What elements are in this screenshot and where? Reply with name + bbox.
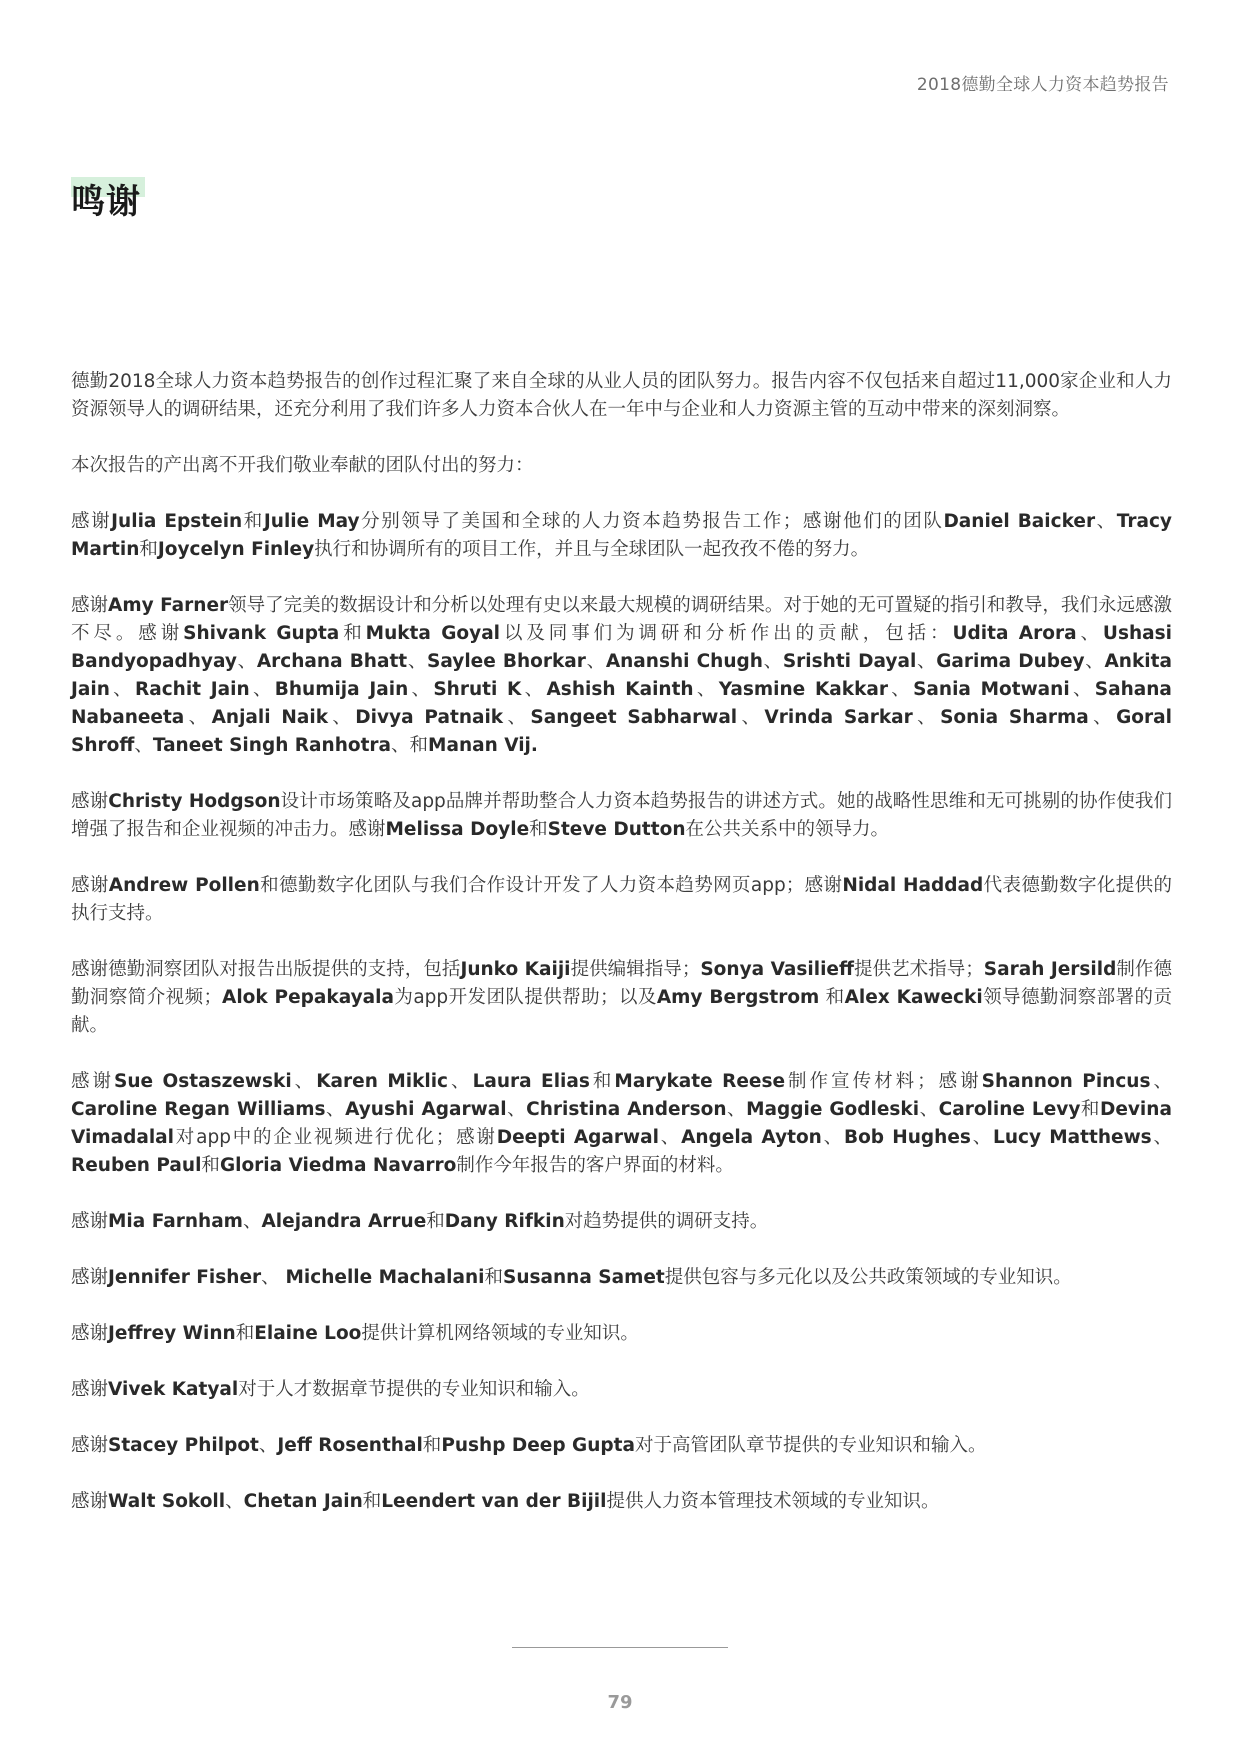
acknowledged-name: Devina Vimadalal (71, 1099, 1172, 1148)
acknowledged-name: Shannon Pincus (981, 1071, 1151, 1092)
text-run: 、 (916, 651, 937, 672)
text-run: 、 (184, 707, 212, 728)
acknowledged-name: Nidal Haddad (842, 875, 984, 896)
text-run: 、 (109, 679, 135, 700)
text-run: 、 (407, 651, 428, 672)
text-run: 、 (1076, 623, 1103, 644)
paragraph-research-support (71, 1208, 1172, 1236)
acknowledged-name: Shivank Gupta (183, 623, 340, 644)
text-run: 对趋势提供的调研支持。 (564, 1211, 769, 1232)
acknowledged-name: Bhumija Jain (274, 679, 409, 700)
acknowledged-name: Ushasi Bandyopadhyay (71, 623, 1172, 672)
acknowledged-name: Stacey Philpot (108, 1435, 259, 1456)
acknowledged-name: Vrinda Sarkar (764, 707, 913, 728)
acknowledged-name: Caroline Regan Williams (71, 1099, 326, 1120)
text-run: 、 (291, 1071, 317, 1092)
acknowledged-name: Deepti Agarwal (496, 1127, 659, 1148)
acknowledged-name: Ananshi Chugh (605, 651, 763, 672)
text-run: 和 (426, 1211, 445, 1232)
paragraph-team-effort (71, 452, 1172, 480)
acknowledged-name: Steve Dutton (547, 819, 686, 840)
text-run: 、 (1150, 1071, 1173, 1092)
text-run: 分别领导了美国和全球的人力资本趋势报告工作；感谢他们的团队 (359, 511, 944, 532)
text-run: 、 (726, 1099, 747, 1120)
acknowledged-name: Mia Farnham (108, 1211, 243, 1232)
text-run: 感谢 (71, 1071, 115, 1092)
text-run: 设计市场策略及app品牌并帮助整合人力资本趋势报告的讲述方式。她的战略性思维和无可挑剔的协作使我们增强了报告和企业视频的冲击力。感谢 (71, 791, 1172, 840)
acknowledged-name: Gloria Viedma Navarro (219, 1155, 457, 1176)
acknowledged-name: Tracy Martin (71, 511, 1172, 560)
page-title: 鸣谢 (71, 182, 141, 222)
text-run: 和 (819, 987, 845, 1008)
text-run: 对app中的企业视频进行优化；感谢 (174, 1127, 497, 1148)
text-run: 以及同事们为调研和分析作出的贡献，包括： (500, 623, 953, 644)
text-run: 、 (506, 1099, 527, 1120)
text-run: 感谢 (71, 791, 109, 812)
text-run: 和 (201, 1155, 220, 1176)
paragraph-leadership (71, 508, 1172, 564)
acknowledged-name: Ankita Jain (71, 651, 1172, 700)
text-run: 和 (529, 819, 548, 840)
text-run: 感谢德勤洞察团队对报告出版提供的支持，包括 (71, 959, 461, 980)
acknowledged-name: Jeff Rosenthal (277, 1435, 423, 1456)
text-run: 感谢 (71, 1491, 109, 1512)
text-run: 、 (912, 707, 941, 728)
acknowledged-name: Taneet Singh Ranhotra (152, 735, 392, 756)
acknowledged-name: Sonia Sharma (940, 707, 1089, 728)
acknowledged-name: Ayushi Agarwal (345, 1099, 507, 1120)
text-run: 、 (261, 1267, 286, 1288)
acknowledged-name: Susanna Samet (503, 1267, 665, 1288)
text-run: 和 (362, 1491, 382, 1512)
acknowledged-name: Julie May (263, 511, 360, 532)
acknowledged-name: Andrew Pollen (108, 875, 260, 896)
page-title-block (71, 177, 141, 227)
text-run: 感谢 (71, 1211, 109, 1232)
acknowledged-name: Vivek Katyal (108, 1379, 239, 1400)
acknowledged-name: Michelle Machalani (285, 1267, 485, 1288)
acknowledged-name: Christy Hodgson (108, 791, 281, 812)
acknowledged-name: Goral Shroff (71, 707, 1172, 756)
text-run: 执行和协调所有的项目工作，并且与全球团队一起孜孜不倦的努力。 (314, 539, 870, 560)
acknowledged-name: Pushp Deep Gupta (441, 1435, 635, 1456)
acknowledged-name: Sue Ostaszewski (114, 1071, 292, 1092)
acknowledged-name: Archana Bhatt (256, 651, 408, 672)
acknowledged-name: Christina Anderson (526, 1099, 727, 1120)
acknowledged-name: Anjali Naik (211, 707, 329, 728)
acknowledged-name: Melissa Doyle (385, 819, 530, 840)
text-run: 、 (328, 707, 356, 728)
paragraph-people-data (71, 1376, 1172, 1404)
acknowledged-name: Marykate Reese (614, 1071, 786, 1092)
text-run: 感谢 (71, 1267, 109, 1288)
acknowledged-name: Lucy Matthews (993, 1127, 1152, 1148)
text-run: 感谢 (71, 595, 109, 616)
text-run: 感谢 (71, 511, 112, 532)
acknowledged-name: Amy Farner (108, 595, 229, 616)
text-run: 和 (589, 1071, 615, 1092)
text-run: 、 (249, 679, 275, 700)
text-run: 和 (484, 1267, 503, 1288)
acknowledged-name: Mukta Goyal (365, 623, 501, 644)
acknowledged-name: Ashish Kainth (546, 679, 694, 700)
text-run: 制作今年报告的客户界面的材料。 (456, 1155, 734, 1176)
acknowledged-name: Bob Hughes (843, 1127, 971, 1148)
text-run: 对于人才数据章节提供的专业知识和输入。 (238, 1379, 590, 1400)
acknowledged-name: Walt Sokoll (108, 1491, 226, 1512)
text-run: 感谢 (71, 875, 109, 896)
paragraph-networking (71, 1320, 1172, 1348)
text-run: 本次报告的产出离不开我们敬业奉献的团队付出的努力： (71, 455, 534, 476)
text-run: 提供艺术指导； (853, 959, 984, 980)
acknowledged-name: Caroline Levy (938, 1099, 1081, 1120)
text-run: 、 (134, 735, 153, 756)
paragraph-intro (71, 368, 1172, 424)
acknowledged-name: Reuben Paul (71, 1155, 202, 1176)
text-run: 、 (236, 651, 257, 672)
text-run: 、 (919, 1099, 939, 1120)
text-run: 感谢 (71, 1379, 109, 1400)
text-run: 代表德勤数字化提供的执行支持。 (71, 875, 1172, 924)
acknowledged-name: Sarah Jersild (983, 959, 1117, 980)
acknowledged-name: Alok Pepakayala (222, 987, 394, 1008)
acknowledged-name: Garima Dubey (936, 651, 1085, 672)
text-run: 、 (1088, 707, 1117, 728)
report-header-title: 2018德勤全球人力资本趋势报告 (916, 75, 1169, 95)
text-run: 在公共关系中的领导力。 (685, 819, 890, 840)
acknowledged-name: Saylee Bhorkar (427, 651, 586, 672)
text-run: 、 (693, 679, 719, 700)
text-run: 、 (521, 679, 547, 700)
paragraph-insights-publishing (71, 956, 1172, 1040)
text-run: 、 (1084, 651, 1105, 672)
acknowledged-name: Rachit Jain (134, 679, 250, 700)
text-run: 和 (1080, 1099, 1100, 1120)
text-run: 领导德勤洞察部署的贡献。 (71, 987, 1172, 1036)
paragraph-data-analysis (71, 592, 1172, 760)
acknowledged-name: Sangeet Sabharwal (530, 707, 738, 728)
text-run: 感谢 (71, 1435, 109, 1456)
text-run: 、 (762, 651, 783, 672)
text-run: 和 (242, 511, 264, 532)
text-run: 、 (585, 651, 606, 672)
text-run: 、 (242, 1211, 262, 1232)
acknowledged-name: Angela Ayton (681, 1127, 822, 1148)
acknowledged-name: Alex Kawecki (844, 987, 983, 1008)
text-run: 提供编辑指导； (570, 959, 701, 980)
paragraph-digital-app (71, 872, 1172, 928)
text-run: 、 (1151, 1127, 1172, 1148)
text-run: 、 (325, 1099, 346, 1120)
text-run: 和 (339, 623, 366, 644)
text-run: 、 (258, 1435, 278, 1456)
acknowledged-name: Alejandra Arrue (261, 1211, 427, 1232)
text-run: 领导了完美的数据设计和分析以处理有史以来最大规模的调研结果。对于她的无可置疑的指引和教导，我们永远感激不尽。感谢 (71, 595, 1172, 644)
paragraph-hcm-technology (71, 1488, 1172, 1516)
acknowledged-name: Julia Epstein (111, 511, 243, 532)
text-run: 、 (408, 679, 434, 700)
acknowledged-name: Jennifer Fisher (108, 1267, 262, 1288)
page-number: 79 (607, 1692, 633, 1713)
paragraph-executive-team (71, 1432, 1172, 1460)
acknowledged-name: Shruti K (433, 679, 522, 700)
acknowledged-name: Elaine Loo (254, 1323, 362, 1344)
text-run: 、 (888, 679, 914, 700)
acknowledged-name: Sania Motwani (913, 679, 1070, 700)
text-run: 德勤2018全球人力资本趋势报告的创作过程汇聚了来自全球的从业人员的团队努力。报告内容不仅包括来自超过11,000家企业和人力资源领导人的调研结果，还充分利用了我们许多人力资本合伙人在一年中与企业和人力资源主管的互动中带来的深刻洞察。 (71, 371, 1172, 420)
acknowledged-name: Laura Elias (472, 1071, 590, 1092)
text-run: 、 (225, 1491, 244, 1512)
acknowledged-name: Joycelyn Finley (157, 539, 315, 560)
acknowledged-name: Srishti Dayal (782, 651, 917, 672)
text-run: 和 (235, 1323, 255, 1344)
text-run: 提供包容与多元化以及公共政策领域的专业知识。 (664, 1267, 1072, 1288)
acknowledged-name: Chetan Jain (243, 1491, 363, 1512)
footer-divider (512, 1647, 728, 1648)
acknowledged-name: Sahana Nabaneeta (71, 679, 1172, 728)
text-run: 和 (422, 1435, 442, 1456)
text-run: 对于高管团队章节提供的专业知识和输入。 (634, 1435, 987, 1456)
text-run: 制作宣传材料；感谢 (785, 1071, 982, 1092)
text-run: 、 (448, 1071, 473, 1092)
text-run: 和德勤数字化团队与我们合作设计开发了人力资本趋势网页app；感谢 (259, 875, 843, 896)
paragraph-materials (71, 1068, 1172, 1180)
acknowledged-name: Sonya Vasilieff (700, 959, 854, 980)
text-run: 、和 (391, 735, 429, 756)
acknowledged-name: Karen Miklic (316, 1071, 449, 1092)
text-run: 感谢 (71, 1323, 109, 1344)
text-run: 、 (970, 1127, 994, 1148)
text-run: 、 (737, 707, 765, 728)
text-run: 、 (503, 707, 531, 728)
acknowledged-name: Amy Bergstrom (656, 987, 820, 1008)
acknowledged-name: Daniel Baicker (943, 511, 1096, 532)
text-run: 和 (139, 539, 158, 560)
paragraph-marketing (71, 788, 1172, 844)
text-run: 、 (821, 1127, 844, 1148)
acknowledged-name: Leendert van der Bijil (381, 1491, 607, 1512)
acknowledged-name: Divya Patnaik (355, 707, 504, 728)
text-run: 、 (1069, 679, 1095, 700)
acknowledged-name: Dany Rifkin (444, 1211, 565, 1232)
acknowledged-name: Udita Arora (952, 623, 1077, 644)
text-run: 为app开发团队提供帮助；以及 (393, 987, 657, 1008)
text-run: 、 (658, 1127, 682, 1148)
acknowledged-name: Yasmine Kakkar (718, 679, 888, 700)
acknowledged-name: Maggie Godleski (746, 1099, 920, 1120)
text-run: 提供计算机网络领域的专业知识。 (361, 1323, 639, 1344)
acknowledgements-body (71, 368, 1172, 1544)
acknowledged-name: Jeffrey Winn (108, 1323, 236, 1344)
paragraph-inclusion-policy (71, 1264, 1172, 1292)
text-run: 制作德勤洞察简介视频； (71, 959, 1172, 1008)
acknowledged-name: Junko Kaiji (460, 959, 571, 980)
acknowledged-name: Manan Vij. (428, 735, 538, 756)
text-run: 、 (1095, 511, 1117, 532)
text-run: 提供人力资本管理技术领域的专业知识。 (606, 1491, 940, 1512)
